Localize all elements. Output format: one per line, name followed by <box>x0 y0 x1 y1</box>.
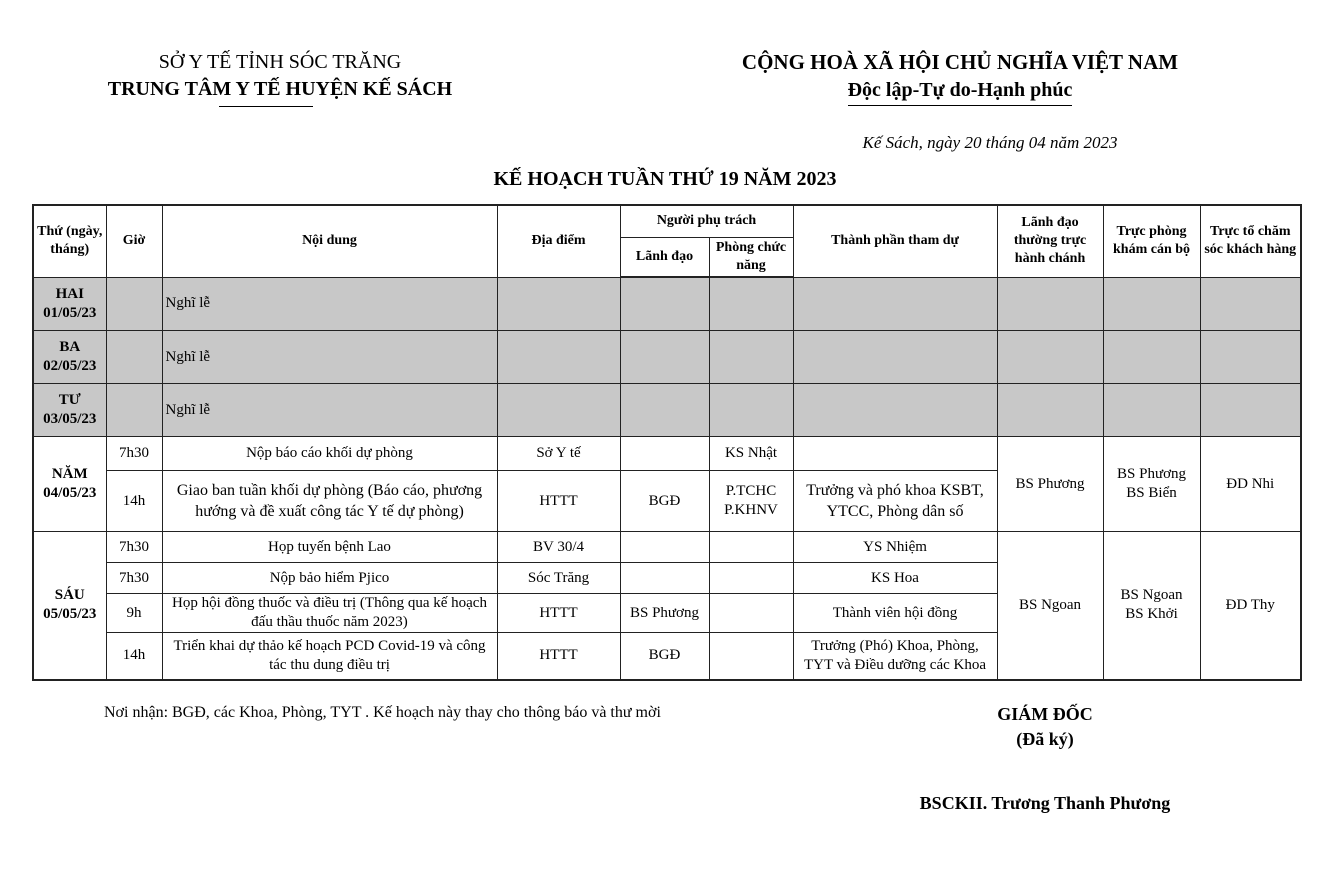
content-cell: Họp tuyến bệnh Lao <box>162 532 497 563</box>
location-cell: HTTT <box>497 594 620 633</box>
content-cell: Nghĩ lễ <box>162 384 497 437</box>
location-cell: HTTT <box>497 471 620 532</box>
location-cell: Sở Y tế <box>497 437 620 471</box>
document-date: Kế Sách, ngày 20 tháng 04 năm 2023 <box>862 133 1118 152</box>
leader-cell: BGĐ <box>620 471 709 532</box>
content-cell: Nộp bảo hiểm Pjico <box>162 563 497 594</box>
leader-cell: BGĐ <box>620 633 709 680</box>
day-cell: BA 02/05/23 <box>33 331 106 384</box>
location-cell: Sóc Trăng <box>497 563 620 594</box>
table-row-friday-1 <box>33 532 1301 563</box>
leader-cell <box>620 563 709 594</box>
time-cell: 9h <box>106 594 162 633</box>
issuing-agency <box>60 49 500 107</box>
day-cell: TƯ 03/05/23 <box>33 384 106 437</box>
table-row-tuesday <box>33 331 1301 384</box>
day-cell: SÁU 05/05/23 <box>33 532 106 680</box>
department-cell: KS Nhật <box>709 437 793 471</box>
department-cell <box>709 633 793 680</box>
participants-cell <box>793 437 997 471</box>
participants-cell: Trưởng (Phó) Khoa, Phòng, TYT và Điều dưỡng các Khoa <box>793 633 997 680</box>
clinic-duty-cell: BS Ngoan BS Khởi <box>1103 532 1200 680</box>
leader-cell <box>620 532 709 563</box>
page-title: KẾ HOẠCH TUẦN THỨ 19 NĂM 2023 <box>493 168 837 190</box>
motto: Độc lập-Tự do-Hạnh phúc <box>848 75 1073 106</box>
content-cell: Triển khai dự thảo kế hoạch PCD Covid-19 và công tác thu dung điều trị <box>162 633 497 680</box>
care-duty-cell: ĐD Thy <box>1200 532 1301 680</box>
content-cell: Nghĩ lễ <box>162 277 497 331</box>
header-participants: Thành phần tham dự <box>793 205 997 277</box>
department-cell <box>709 563 793 594</box>
day-cell: HAI 01/05/23 <box>33 277 106 331</box>
signer-name: BSCKII. Trương Thanh Phương <box>919 793 1171 813</box>
content-cell: Nộp báo cáo khối dự phòng <box>162 437 497 471</box>
signed-note: (Đã ký) <box>1016 729 1074 749</box>
time-cell: 7h30 <box>106 532 162 563</box>
header-content: Nội dung <box>162 205 497 277</box>
time-cell: 14h <box>106 633 162 680</box>
participants-cell: YS Nhiệm <box>793 532 997 563</box>
day-cell: NĂM 04/05/23 <box>33 437 106 532</box>
content-cell: Giao ban tuần khối dự phòng (Báo cáo, phương hướng và đề xuất công tác Y tế dự phòng) <box>162 471 497 532</box>
header-clinic-duty: Trực phòng khám cán bộ <box>1103 205 1200 277</box>
header-underline <box>219 106 313 107</box>
admin-leader-cell: BS Phương <box>997 437 1103 532</box>
leader-cell: BS Phương <box>620 594 709 633</box>
signer-title: GIÁM ĐỐC <box>997 704 1093 724</box>
care-duty-cell: ĐD Nhi <box>1200 437 1301 532</box>
location-cell: HTTT <box>497 633 620 680</box>
header-department: Phòng chức năng <box>709 237 793 277</box>
admin-leader-cell: BS Ngoan <box>997 532 1103 680</box>
national-motto <box>700 49 1220 106</box>
header-time: Giờ <box>106 205 162 277</box>
center-name: TRUNG TÂM Y TẾ HUYỆN KẾ SÁCH <box>107 78 453 100</box>
header-day: Thứ (ngày, tháng) <box>33 205 106 277</box>
time-cell: 14h <box>106 471 162 532</box>
country-name: CỘNG HOÀ XÃ HỘI CHỦ NGHĨA VIỆT NAM <box>741 50 1179 74</box>
weekly-plan-table <box>32 204 1302 681</box>
signature-block <box>900 702 1190 814</box>
header-location: Địa điểm <box>497 205 620 277</box>
table-row-thursday-1 <box>33 437 1301 471</box>
header-care-duty: Trực tổ chăm sóc khách hàng <box>1200 205 1301 277</box>
leader-cell <box>620 437 709 471</box>
location-cell: BV 30/4 <box>497 532 620 563</box>
table-row-monday <box>33 277 1301 331</box>
department-cell: P.TCHC P.KHNV <box>709 471 793 532</box>
time-cell: 7h30 <box>106 563 162 594</box>
header-leader: Lãnh đạo <box>620 237 709 277</box>
participants-cell: KS Hoa <box>793 563 997 594</box>
time-cell: 7h30 <box>106 437 162 471</box>
header-in-charge: Người phụ trách <box>620 205 793 237</box>
clinic-duty-cell: BS Phương BS Biển <box>1103 437 1200 532</box>
content-cell: Nghĩ lễ <box>162 331 497 384</box>
department-cell <box>709 532 793 563</box>
table-row-wednesday <box>33 384 1301 437</box>
department-cell <box>709 594 793 633</box>
department-name: SỞ Y TẾ TỈNH SÓC TRĂNG <box>158 51 402 73</box>
participants-cell: Trưởng và phó khoa KSBT, YTCC, Phòng dân số <box>793 471 997 532</box>
participants-cell: Thành viên hội đồng <box>793 594 997 633</box>
header-admin-leader: Lãnh đạo thường trực hành chánh <box>997 205 1103 277</box>
recipients-note: Nơi nhận: BGĐ, các Khoa, Phòng, TYT . Kế hoạch này thay cho thông báo và thư mời <box>104 704 661 721</box>
content-cell: Họp hội đồng thuốc và điều trị (Thông qua kế hoạch đấu thầu thuốc năm 2023) <box>162 594 497 633</box>
